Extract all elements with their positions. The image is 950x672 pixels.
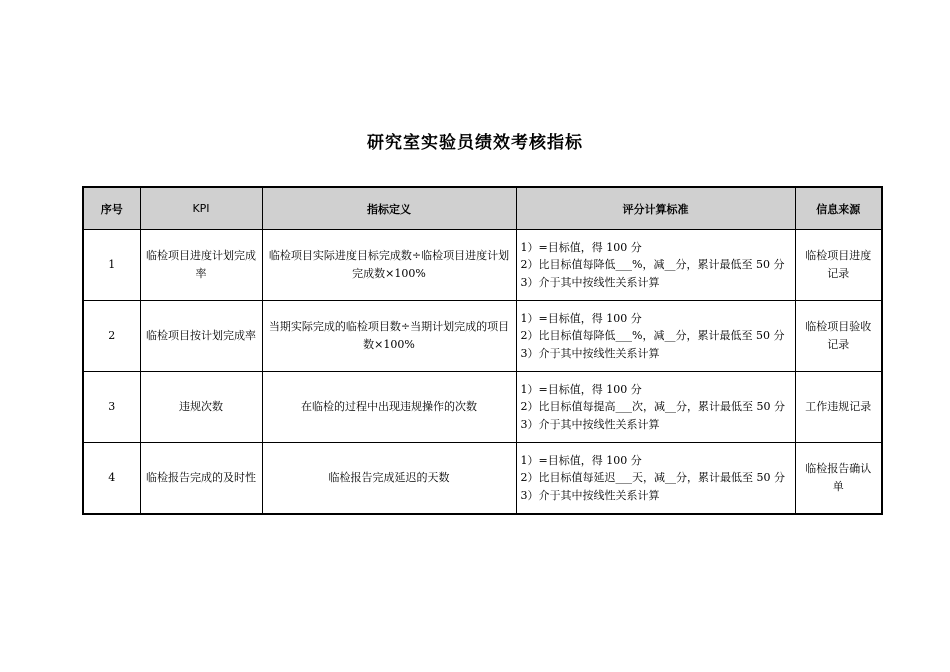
criteria-line: 2）比目标值每降低___%，减__分，累计最低至 50 分 <box>520 258 785 272</box>
row-criteria <box>516 372 795 443</box>
criteria-line: 3）介于其中按线性关系计算 <box>520 417 660 431</box>
table-row <box>83 443 882 514</box>
row-no: 3 <box>83 372 140 443</box>
header-kpi: KPI <box>140 187 262 230</box>
row-no: 1 <box>83 230 140 301</box>
row-definition: 临检项目实际进度目标完成数÷临检项目进度计划完成数×100% <box>262 230 516 301</box>
criteria-line: 1）=目标值，得 100 分 <box>520 240 642 254</box>
row-source: 临检项目验收记录 <box>795 301 882 372</box>
row-kpi: 临检项目进度计划完成率 <box>140 230 262 301</box>
criteria-line: 2）比目标值每延迟___天，减__分，累计最低至 50 分 <box>520 471 785 484</box>
row-criteria <box>516 301 795 372</box>
table-header-row <box>83 187 882 230</box>
header-source: 信息来源 <box>795 187 882 230</box>
row-kpi: 临检报告完成的及时性 <box>140 443 262 514</box>
criteria-line: 1）=目标值，得 100 分 <box>520 453 642 467</box>
row-source: 临检报告确认单 <box>795 443 882 514</box>
header-criteria: 评分计算标准 <box>516 187 795 230</box>
row-definition: 当期实际完成的临检项目数÷当期计划完成的项目数×100% <box>262 301 516 372</box>
row-kpi: 临检项目按计划完成率 <box>140 301 262 372</box>
document-title: 研究室实验员绩效考核指标 <box>367 133 583 153</box>
criteria-line: 2）比目标值每降低___%，减__分，累计最低至 50 分 <box>520 329 785 343</box>
row-kpi: 违规次数 <box>140 372 262 443</box>
row-criteria <box>516 230 795 301</box>
criteria-line: 2）比目标值每提高___次，减__分，累计最低至 50 分 <box>520 400 785 414</box>
kpi-table <box>82 186 883 515</box>
row-criteria <box>516 443 795 514</box>
row-definition: 临检报告完成延迟的天数 <box>262 443 516 514</box>
criteria-line: 1）=目标值，得 100 分 <box>520 311 642 325</box>
table-row <box>83 301 882 372</box>
row-source: 工作违规记录 <box>795 372 882 443</box>
table-row <box>83 372 882 443</box>
criteria-line: 3）介于其中按线性关系计算 <box>520 488 660 502</box>
header-no: 序号 <box>83 187 140 230</box>
row-source: 临检项目进度记录 <box>795 230 882 301</box>
header-definition: 指标定义 <box>262 187 516 230</box>
criteria-line: 1）=目标值，得 100 分 <box>520 382 642 396</box>
row-no: 4 <box>83 443 140 514</box>
criteria-line: 3）介于其中按线性关系计算 <box>520 346 660 360</box>
table-row <box>83 230 882 301</box>
row-definition: 在临检的过程中出现违规操作的次数 <box>262 372 516 443</box>
criteria-line: 3）介于其中按线性关系计算 <box>520 275 660 289</box>
row-no: 2 <box>83 301 140 372</box>
